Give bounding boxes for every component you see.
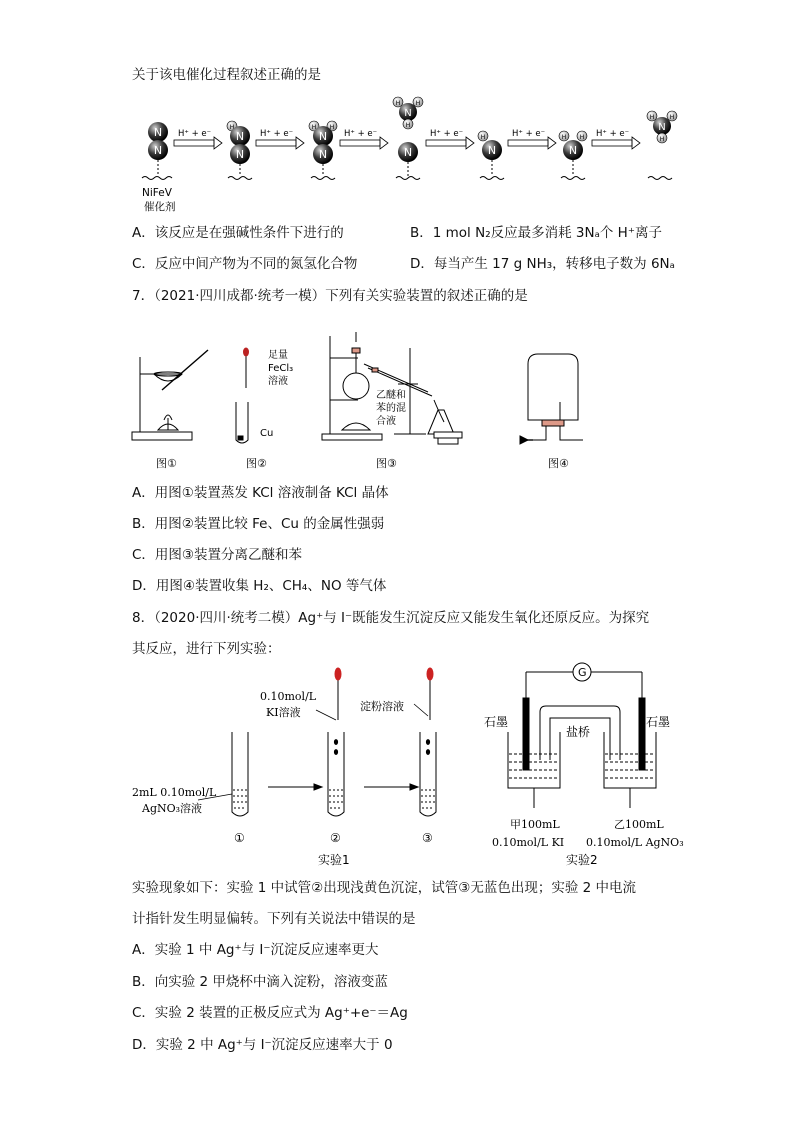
arrow-1-2 xyxy=(268,784,322,790)
q8-experiment-diagram xyxy=(128,662,708,872)
q6-option-a[interactable]: A．该反应是在强碱性条件下进行的 xyxy=(132,225,344,241)
fig3-distillation xyxy=(322,332,462,444)
svg-text:H: H xyxy=(405,122,411,129)
mix-label-1: 乙醚和 xyxy=(376,390,406,401)
svg-text:N: N xyxy=(235,130,245,143)
agno3-label-2: AgNO₃溶液 xyxy=(142,802,203,815)
svg-text:H⁺ + e⁻: H⁺ + e⁻ xyxy=(260,129,294,139)
stage-1-n2 xyxy=(142,122,176,213)
q8-observation-line-2: 计指针发生明显偏转。下列有关说法中错误的是 xyxy=(132,911,416,927)
exp2-label: 实验2 xyxy=(566,853,598,867)
svg-text:H⁺ + e⁻: H⁺ + e⁻ xyxy=(178,129,212,139)
q7-option-a[interactable]: A．用图①装置蒸发 KCl 溶液制备 KCl 晶体 xyxy=(132,485,389,501)
svg-text:H: H xyxy=(480,134,486,141)
reaction-arrow-1 xyxy=(174,129,222,149)
stage-7-nh3 xyxy=(647,111,677,180)
svg-text:H: H xyxy=(649,114,655,121)
reaction-arrow-6 xyxy=(592,129,640,149)
svg-text:H: H xyxy=(669,114,675,121)
cu-label: Cu xyxy=(260,428,274,439)
fig1-label: 图① xyxy=(156,457,177,470)
exp1-tube-2 xyxy=(328,668,344,816)
ki-label-1: 0.10mol/L xyxy=(260,690,317,703)
beaker-b-label-1: 乙100mL xyxy=(614,818,664,831)
svg-text:H⁺ + e⁻: H⁺ + e⁻ xyxy=(512,129,546,139)
fig1-evaporation xyxy=(132,350,208,440)
reaction-arrow-4 xyxy=(426,129,474,149)
q7-option-b[interactable]: B．用图②装置比较 Fe、Cu 的金属性强弱 xyxy=(132,516,385,532)
q8-option-c[interactable]: C．实验 2 装置的正极反应式为 Ag⁺+e⁻＝Ag xyxy=(132,1005,408,1021)
svg-text:N: N xyxy=(235,148,245,161)
svg-text:H⁺ + e⁻: H⁺ + e⁻ xyxy=(596,129,630,139)
beaker-a-label-1: 甲100mL xyxy=(510,818,560,831)
q7-apparatus-figures xyxy=(128,312,628,477)
q6-stem: 关于该电催化过程叙述正确的是 xyxy=(132,67,321,83)
stage-2-n2h xyxy=(227,121,252,180)
q6-option-b[interactable]: B．1 mol N₂反应最多消耗 3Nₐ个 H⁺离子 xyxy=(410,225,662,241)
fecl3-label-1: 足量 xyxy=(268,350,288,361)
q8-option-b[interactable]: B．向实验 2 甲烧杯中滴入淀粉，溶液变蓝 xyxy=(132,974,388,990)
svg-text:H: H xyxy=(229,124,235,131)
salt-bridge-label: 盐桥 xyxy=(566,725,591,739)
tube-1-label: ① xyxy=(234,831,245,845)
exp1-label: 实验1 xyxy=(318,853,350,867)
reaction-arrow-3 xyxy=(340,129,388,149)
fig3-label: 图③ xyxy=(376,457,397,470)
q8-stem-line-2: 其反应，进行下列实验： xyxy=(132,641,281,657)
svg-text:N: N xyxy=(153,126,163,139)
fig2-label: 图② xyxy=(246,457,267,470)
svg-text:N: N xyxy=(403,146,413,159)
svg-text:H: H xyxy=(395,100,401,107)
catalyst-label-1: NiFeV xyxy=(142,187,172,199)
q8-option-d[interactable]: D．实验 2 中 Ag⁺与 I⁻沉淀反应速率大于 0 xyxy=(132,1037,393,1053)
tube-2-label: ② xyxy=(330,831,341,845)
svg-text:H: H xyxy=(415,100,421,107)
fig2-testtube xyxy=(236,348,249,443)
fecl3-label-3: 溶液 xyxy=(268,376,288,387)
q7-stem: 7．（2021·四川成都·统考一模）下列有关实验装置的叙述正确的是 xyxy=(132,288,528,304)
svg-text:N: N xyxy=(487,144,497,157)
svg-text:N: N xyxy=(568,144,578,157)
catalyst-label-2: 催化剂 xyxy=(144,201,176,213)
svg-text:N: N xyxy=(318,130,328,143)
stage-3-n2h2 xyxy=(309,121,337,180)
beaker-a-label-2: 0.10mol/L KI xyxy=(492,836,565,849)
q8-observation-line-1: 实验现象如下：实验 1 中试管②出现浅黄色沉淀，试管③无蓝色出现；实验 2 中电流 xyxy=(132,880,637,896)
arrow-2-3 xyxy=(364,784,418,790)
exp1-tube-3 xyxy=(420,668,436,816)
q6-option-d[interactable]: D．每当产生 17 g NH₃，转移电子数为 6Nₐ xyxy=(410,256,675,272)
graphite-left-label: 石墨 xyxy=(484,715,509,729)
beaker-b-label-2: 0.10mol/L AgNO₃ xyxy=(586,836,684,849)
stage-5-nh xyxy=(478,131,504,180)
svg-text:H: H xyxy=(329,124,335,131)
fecl3-label-2: FeCl₃ xyxy=(268,363,294,374)
q7-option-c[interactable]: C．用图③装置分离乙醚和苯 xyxy=(132,547,303,563)
svg-text:H⁺ + e⁻: H⁺ + e⁻ xyxy=(344,129,378,139)
stage-4-nh3-release xyxy=(393,97,423,180)
mix-label-2: 苯的混 xyxy=(376,403,406,414)
q8-option-a[interactable]: A．实验 1 中 Ag⁺与 I⁻沉淀反应速率更大 xyxy=(132,942,379,958)
svg-text:H: H xyxy=(659,136,665,143)
electrocatalysis-diagram xyxy=(140,92,700,217)
fig4-label: 图④ xyxy=(548,457,569,470)
tube-3-label: ③ xyxy=(422,831,433,845)
starch-label: 淀粉溶液 xyxy=(360,700,404,713)
graphite-right-label: 石墨 xyxy=(646,715,671,729)
stage-6-nh2 xyxy=(559,131,587,180)
reaction-arrow-5 xyxy=(508,129,556,149)
galvanometer-label: G xyxy=(578,666,587,679)
svg-text:H: H xyxy=(579,134,585,141)
svg-text:N: N xyxy=(404,108,412,119)
svg-text:N: N xyxy=(153,144,163,157)
fig4-gas-bottle xyxy=(520,354,583,444)
svg-text:N: N xyxy=(318,148,328,161)
q8-stem-line-1: 8．（2020·四川·统考二模）Ag⁺与 I⁻既能发生沉淀反应又能发生氧化还原反应。为探究 xyxy=(132,610,650,626)
ki-label-2: KI溶液 xyxy=(266,706,301,719)
mix-label-3: 合液 xyxy=(376,416,396,427)
q6-option-c[interactable]: C．反应中间产物为不同的氮氢化合物 xyxy=(132,256,358,272)
svg-text:H⁺ + e⁻: H⁺ + e⁻ xyxy=(430,129,464,139)
svg-text:H: H xyxy=(311,124,317,131)
reaction-arrow-2 xyxy=(256,129,304,149)
svg-text:H: H xyxy=(561,134,567,141)
exp1-tube-1 xyxy=(232,732,248,816)
svg-text:N: N xyxy=(658,122,666,133)
agno3-label-1: 2mL 0.10mol/L xyxy=(132,786,217,799)
q7-option-d[interactable]: D．用图④装置收集 H₂、CH₄、NO 等气体 xyxy=(132,578,387,594)
